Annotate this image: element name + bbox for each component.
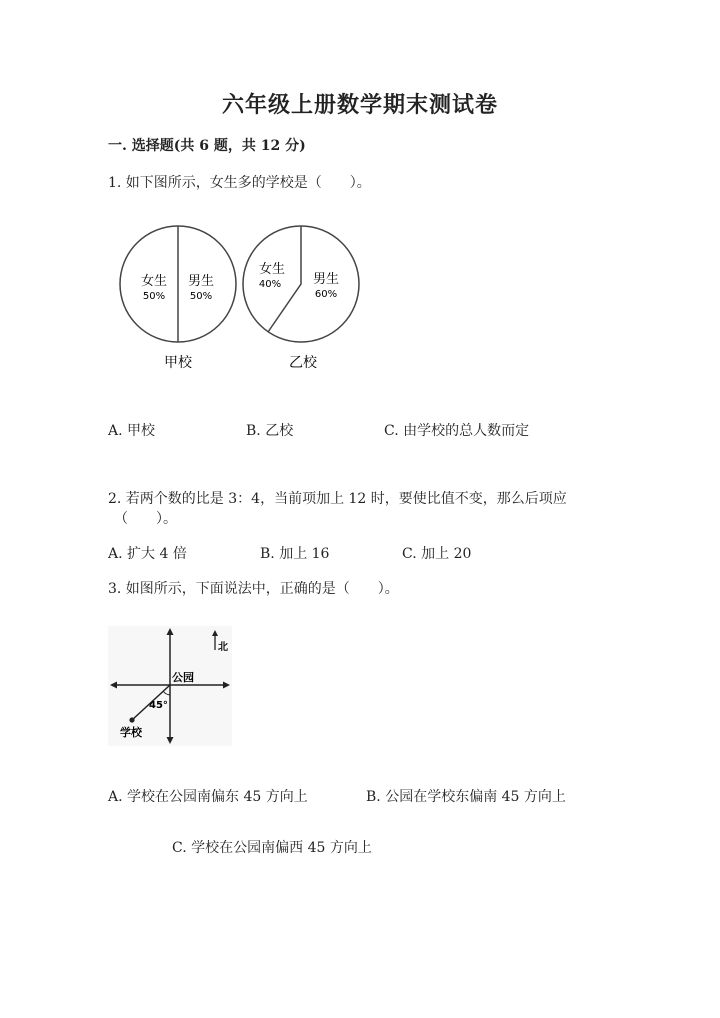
school-label: 学校 (120, 726, 142, 739)
school-a-boys-pct: 50% (189, 291, 213, 302)
question-1-pie-figure (110, 215, 370, 380)
question-1-option-a: A. 甲校 (108, 423, 156, 439)
question-3-option-b: B. 公园在学校东偏南 45 方向上 (366, 789, 566, 805)
school-point (129, 717, 134, 722)
question-3-text: 3. 如图所示，下面说法中，正确的是（ ）。 (108, 581, 399, 597)
park-label: 公园 (172, 671, 194, 684)
page-title: 六年级上册数学期末测试卷 (221, 92, 498, 118)
north-label: 北 (218, 642, 228, 653)
question-3-option-a: A. 学校在公园南偏东 45 方向上 (108, 789, 308, 805)
question-2-text-line-1: 2. 若两个数的比是 3：4，当前项加上 12 时，要使比值不变，那么后项应 (108, 491, 567, 507)
school-a-girls-pct: 50% (142, 291, 166, 302)
school-b-girls-pct: 40% (258, 279, 282, 290)
school-b-boys-label: 男生 (312, 272, 340, 287)
angle-label: 45° (149, 700, 168, 711)
school-b-name: 乙校 (289, 355, 317, 371)
question-3-option-c: C. 学校在公园南偏西 45 方向上 (172, 840, 372, 856)
question-1-text: 1. 如下图所示，女生多的学校是（ ）。 (108, 175, 371, 191)
question-2-option-b: B. 加上 16 (260, 546, 330, 562)
school-b-boys-pct: 60% (314, 289, 338, 300)
question-1-option-b: B. 乙校 (246, 423, 294, 439)
question-2-option-c: C. 加上 20 (402, 546, 472, 562)
question-3-direction-figure (108, 626, 232, 746)
section-heading: 一. 选择题(共 6 题，共 12 分) (108, 138, 306, 154)
school-a-boys-label: 男生 (187, 274, 215, 289)
question-2-text-line-2: （ ）。 (114, 511, 177, 527)
question-1-option-c: C. 由学校的总人数而定 (384, 423, 530, 439)
school-a-girls-label: 女生 (140, 274, 168, 289)
school-a-name: 甲校 (164, 355, 192, 371)
school-b-girls-label: 女生 (258, 262, 286, 277)
question-2-option-a: A. 扩大 4 倍 (108, 546, 187, 562)
